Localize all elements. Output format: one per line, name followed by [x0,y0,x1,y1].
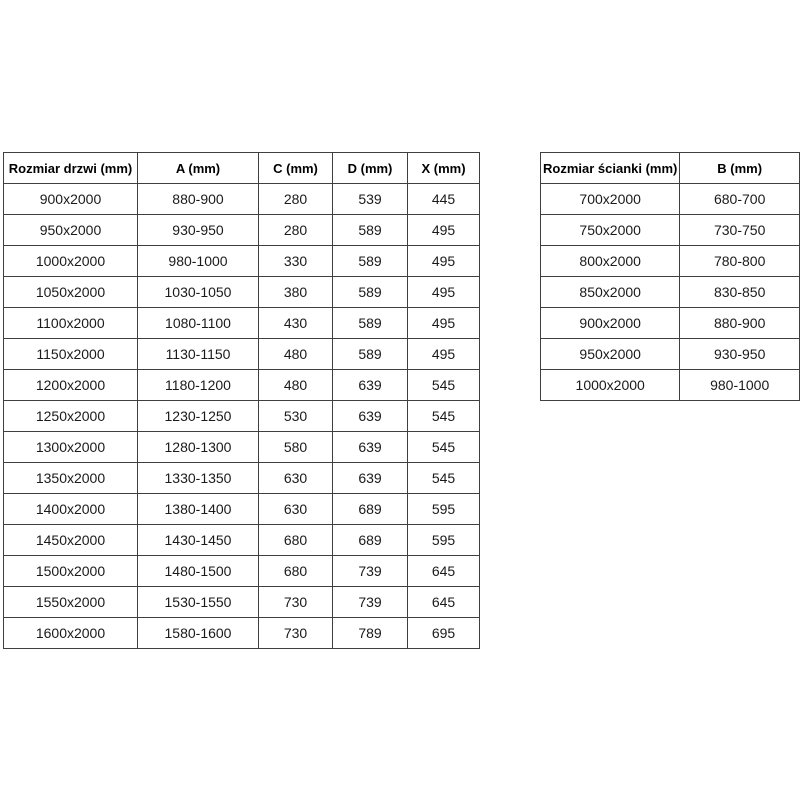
table-row [4,339,480,370]
table-cell: 545 [408,463,480,494]
table-cell: 680 [259,556,333,587]
table-row [4,463,480,494]
table-cell: 880-900 [680,308,800,339]
table-cell: 1400x2000 [4,494,138,525]
table-cell: 430 [259,308,333,339]
table-cell: 950x2000 [541,339,680,370]
table-cell: 630 [259,463,333,494]
table-cell: 930-950 [680,339,800,370]
table-cell: 280 [259,215,333,246]
table-cell: 800x2000 [541,246,680,277]
table-cell: 1050x2000 [4,277,138,308]
wall-table-header-row [541,153,800,184]
table-row [4,184,480,215]
table-cell: 1100x2000 [4,308,138,339]
table-cell: 645 [408,587,480,618]
door-table-header-a: A (mm) [138,153,259,184]
table-cell: 595 [408,525,480,556]
table-cell: 789 [333,618,408,649]
table-cell: 730-750 [680,215,800,246]
table-cell: 1000x2000 [541,370,680,401]
table-cell: 880-900 [138,184,259,215]
wall-table-header-size: Rozmiar ścianki (mm) [541,153,680,184]
table-cell: 1150x2000 [4,339,138,370]
door-size-table [3,152,480,649]
table-row [4,277,480,308]
table-cell: 580 [259,432,333,463]
table-cell: 1580-1600 [138,618,259,649]
table-cell: 639 [333,370,408,401]
table-cell: 495 [408,246,480,277]
table-row [4,246,480,277]
table-cell: 495 [408,339,480,370]
table-cell: 330 [259,246,333,277]
table-cell: 930-950 [138,215,259,246]
table-cell: 900x2000 [4,184,138,215]
table-cell: 589 [333,215,408,246]
table-cell: 639 [333,432,408,463]
table-cell: 1330-1350 [138,463,259,494]
table-cell: 900x2000 [541,308,680,339]
table-cell: 1500x2000 [4,556,138,587]
door-table-header-d: D (mm) [333,153,408,184]
table-cell: 1600x2000 [4,618,138,649]
table-cell: 495 [408,277,480,308]
table-cell: 545 [408,401,480,432]
table-cell: 1030-1050 [138,277,259,308]
table-cell: 280 [259,184,333,215]
table-cell: 480 [259,370,333,401]
table-cell: 950x2000 [4,215,138,246]
table-cell: 1480-1500 [138,556,259,587]
table-cell: 595 [408,494,480,525]
table-cell: 1250x2000 [4,401,138,432]
table-cell: 980-1000 [138,246,259,277]
table-cell: 739 [333,587,408,618]
table-cell: 530 [259,401,333,432]
table-cell: 545 [408,370,480,401]
table-row [541,277,800,308]
table-cell: 1080-1100 [138,308,259,339]
table-row [541,215,800,246]
table-cell: 750x2000 [541,215,680,246]
table-cell: 480 [259,339,333,370]
table-cell: 730 [259,618,333,649]
table-cell: 630 [259,494,333,525]
wall-size-table [540,152,800,401]
table-cell: 1300x2000 [4,432,138,463]
table-row [4,401,480,432]
table-cell: 1430-1450 [138,525,259,556]
table-cell: 780-800 [680,246,800,277]
table-row [4,556,480,587]
table-cell: 1380-1400 [138,494,259,525]
table-cell: 639 [333,401,408,432]
table-cell: 495 [408,215,480,246]
table-cell: 980-1000 [680,370,800,401]
table-cell: 695 [408,618,480,649]
table-cell: 589 [333,339,408,370]
table-row [4,370,480,401]
table-row [541,184,800,215]
table-row [4,215,480,246]
table-row [4,432,480,463]
door-table-header-c: C (mm) [259,153,333,184]
door-table-header-size: Rozmiar drzwi (mm) [4,153,138,184]
table-row [4,618,480,649]
door-table-header-x: X (mm) [408,153,480,184]
table-cell: 700x2000 [541,184,680,215]
table-row [541,370,800,401]
table-row [4,308,480,339]
table-cell: 545 [408,432,480,463]
table-cell: 589 [333,246,408,277]
table-row [4,494,480,525]
wall-table-header-b: B (mm) [680,153,800,184]
table-cell: 689 [333,494,408,525]
table-row [541,308,800,339]
table-cell: 1180-1200 [138,370,259,401]
table-cell: 589 [333,277,408,308]
table-cell: 680 [259,525,333,556]
table-cell: 639 [333,463,408,494]
table-cell: 1200x2000 [4,370,138,401]
table-cell: 830-850 [680,277,800,308]
table-cell: 680-700 [680,184,800,215]
table-cell: 1530-1550 [138,587,259,618]
table-cell: 589 [333,308,408,339]
table-cell: 1130-1150 [138,339,259,370]
table-cell: 1280-1300 [138,432,259,463]
table-row [4,525,480,556]
table-cell: 1230-1250 [138,401,259,432]
table-cell: 1000x2000 [4,246,138,277]
table-cell: 689 [333,525,408,556]
table-row [541,339,800,370]
table-cell: 1450x2000 [4,525,138,556]
table-cell: 1350x2000 [4,463,138,494]
table-cell: 739 [333,556,408,587]
table-row [4,587,480,618]
table-cell: 730 [259,587,333,618]
table-cell: 380 [259,277,333,308]
table-cell: 645 [408,556,480,587]
table-cell: 850x2000 [541,277,680,308]
table-cell: 1550x2000 [4,587,138,618]
table-cell: 539 [333,184,408,215]
table-cell: 495 [408,308,480,339]
door-table-header-row [4,153,480,184]
table-cell: 445 [408,184,480,215]
table-row [541,246,800,277]
